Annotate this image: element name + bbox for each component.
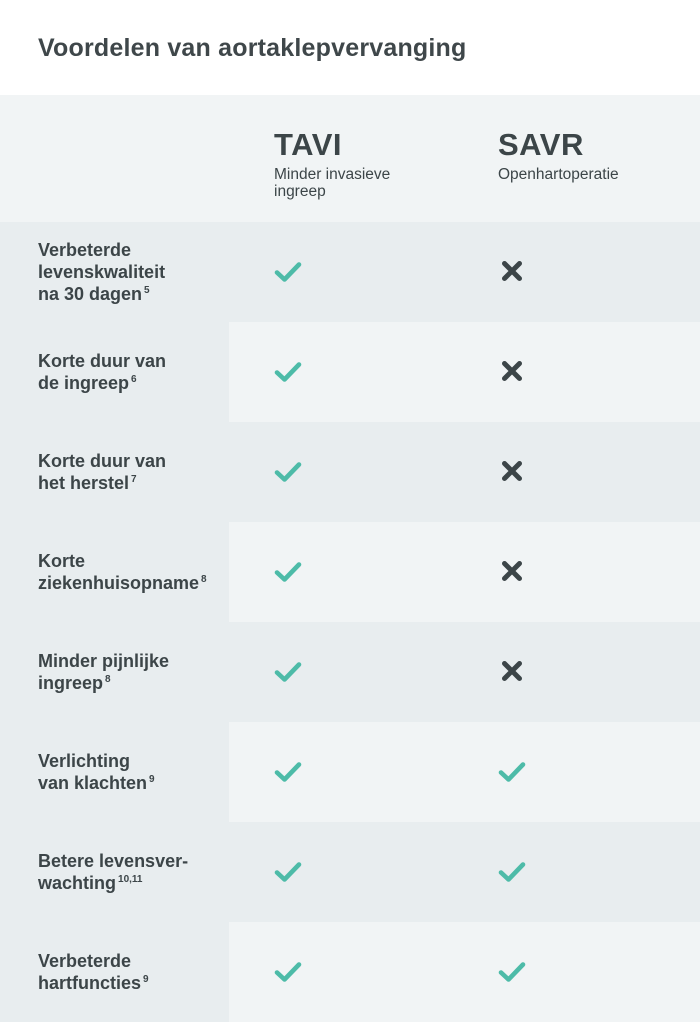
check-icon — [274, 659, 302, 685]
row-label-cell — [0, 722, 229, 822]
table-row — [0, 522, 700, 622]
table-header — [0, 95, 700, 222]
row-label-cell — [0, 222, 229, 322]
reference-number: 5 — [144, 285, 150, 296]
row-label-line: de ingreep — [38, 373, 130, 393]
row-label-cell — [0, 822, 229, 922]
row-values-cell — [229, 622, 700, 722]
row-label-line: Betere levensver- — [38, 851, 189, 871]
row-label-line: hartfuncties — [38, 973, 142, 993]
row-label-line: Korte duur van — [38, 351, 167, 371]
row-label — [38, 450, 166, 494]
cross-icon — [498, 359, 526, 385]
reference-number: 7 — [131, 474, 137, 485]
row-label-line: Korte duur van — [38, 451, 167, 471]
row-label-cell — [0, 622, 229, 722]
reference-number: 9 — [143, 974, 149, 985]
row-values-cell — [229, 922, 700, 1022]
row-values-cell — [229, 422, 700, 522]
cross-icon — [498, 259, 526, 285]
row-values-cell — [229, 222, 700, 322]
row-values-cell — [229, 822, 700, 922]
row-label — [38, 239, 165, 305]
row-label — [38, 350, 166, 394]
table-row — [0, 822, 700, 922]
row-label-cell — [0, 522, 229, 622]
row-values-cell — [229, 322, 700, 422]
check-icon — [274, 359, 302, 385]
row-label-line: Korte — [38, 551, 86, 571]
row-label-line: wachting — [38, 873, 117, 893]
row-label-line: van klachten — [38, 773, 148, 793]
row-label-line: na 30 dagen — [38, 284, 143, 304]
column-name-tavi: TAVI — [274, 127, 343, 162]
cross-icon — [498, 559, 526, 585]
check-icon — [498, 959, 526, 985]
row-label-cell — [0, 922, 229, 1022]
table-row — [0, 222, 700, 322]
row-label-line: ziekenhuisopname — [38, 573, 200, 593]
reference-number: 9 — [149, 774, 155, 785]
row-label-line: het herstel — [38, 473, 130, 493]
row-values-cell — [229, 522, 700, 622]
row-label-line: Minder pijnlijke — [38, 651, 170, 671]
column-name-savr: SAVR — [498, 127, 584, 162]
reference-number: 6 — [131, 374, 137, 385]
table-row — [0, 422, 700, 522]
row-label-line: ingreep — [38, 673, 104, 693]
check-icon — [274, 959, 302, 985]
table-row — [0, 322, 700, 422]
reference-number: 8 — [201, 574, 207, 585]
header-blank-cell — [0, 95, 229, 222]
check-icon — [274, 559, 302, 585]
check-icon — [274, 259, 302, 285]
column-subtitle-tavi: Minder invasieve ingreep — [274, 166, 391, 200]
column-subtitle-savr: Openhartoperatie — [498, 166, 619, 183]
table-row — [0, 722, 700, 822]
table-row — [0, 922, 700, 1022]
column-header-tavi — [274, 128, 424, 200]
comparison-table — [0, 95, 700, 1022]
page-title: Voordelen van aortaklepvervanging — [38, 34, 467, 62]
row-label-line: levenskwaliteit — [38, 262, 166, 282]
check-icon — [274, 859, 302, 885]
reference-number: 10,11 — [118, 874, 143, 885]
cross-icon — [498, 459, 526, 485]
column-header-savr — [498, 128, 648, 183]
check-icon — [498, 859, 526, 885]
row-label — [38, 550, 207, 594]
row-label-line: Verbeterde — [38, 240, 132, 260]
row-label — [38, 950, 149, 994]
row-values-cell — [229, 722, 700, 822]
row-label-line: Verlichting — [38, 751, 131, 771]
check-icon — [498, 759, 526, 785]
check-icon — [274, 759, 302, 785]
row-label — [38, 750, 155, 794]
table-row — [0, 622, 700, 722]
row-label-line: Verbeterde — [38, 951, 132, 971]
cross-icon — [498, 659, 526, 685]
row-label-cell — [0, 422, 229, 522]
check-icon — [274, 459, 302, 485]
row-label — [38, 850, 188, 894]
reference-number: 8 — [105, 674, 111, 685]
table-body — [0, 222, 700, 1022]
row-label-cell — [0, 322, 229, 422]
row-label — [38, 650, 169, 694]
